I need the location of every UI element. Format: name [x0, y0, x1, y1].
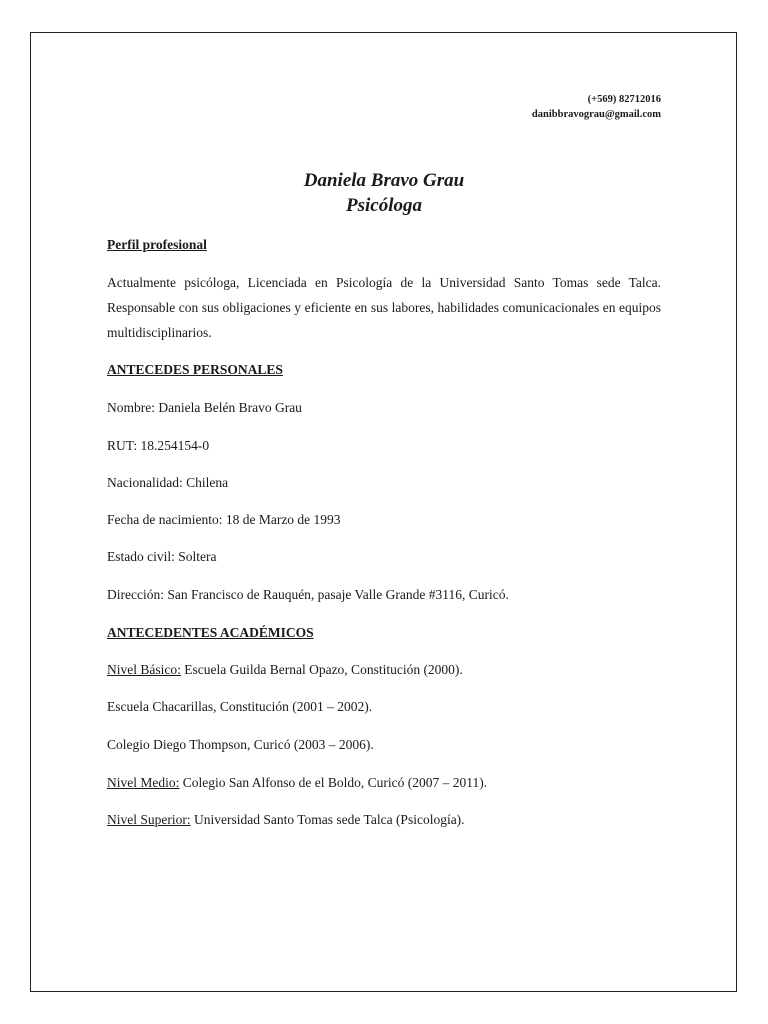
personal-item-rut: RUT: 18.254154-0 — [107, 438, 210, 453]
academic-item — [107, 812, 465, 828]
title-block — [0, 168, 768, 218]
email-address: danibbravograu@gmail.com — [531, 109, 661, 120]
person-name: Daniela Bravo Grau — [303, 170, 465, 191]
academic-heading: ANTECEDENTES ACADÉMICOS — [107, 625, 314, 640]
personal-item-name: Nombre: Daniela Belén Bravo Grau — [107, 400, 302, 415]
academic-school: Escuela Chacarillas, Constitución (2001 – 2002). — [107, 699, 373, 714]
academic-item — [107, 737, 374, 753]
profile-heading: Perfil profesional — [107, 237, 207, 252]
academic-school: Colegio San Alfonso de el Boldo, Curicó (2007 – 2011). — [179, 775, 488, 790]
personal-item-nationality: Nacionalidad: Chilena — [107, 475, 229, 490]
personal-item-address: Dirección: San Francisco de Rauquén, pasaje Valle Grande #3116, Curicó. — [107, 587, 509, 602]
academic-item — [107, 699, 372, 715]
academic-level-label: Nivel Superior: — [107, 812, 191, 827]
academic-level-label: Nivel Medio: — [107, 775, 180, 790]
phone-number: (+569) 82712016 — [587, 94, 661, 105]
profession-title: Psicóloga — [346, 195, 422, 216]
academic-school: Universidad Santo Tomas sede Talca (Psicología). — [190, 812, 465, 827]
academic-level-label: Nivel Básico: — [107, 662, 181, 677]
personal-item-civil-status: Estado civil: Soltera — [107, 549, 217, 564]
profile-text: Actualmente psicóloga, Licenciada en Psicología de la Universidad Santo Tomas sede Talca. Responsable con sus obligaciones y eficiente en sus labores, habilidades comunicacionales en equipos multidisciplinarios. — [107, 275, 661, 340]
academic-item — [107, 775, 487, 791]
personal-heading: ANTECEDES PERSONALES — [107, 362, 283, 377]
academic-item — [107, 662, 463, 678]
academic-school: Escuela Guilda Bernal Opazo, Constitución (2000). — [180, 662, 463, 677]
academic-school: Colegio Diego Thompson, Curicó (2003 – 2006). — [107, 737, 374, 752]
contact-info — [532, 92, 661, 122]
personal-item-birthdate: Fecha de nacimiento: 18 de Marzo de 1993 — [107, 512, 341, 527]
